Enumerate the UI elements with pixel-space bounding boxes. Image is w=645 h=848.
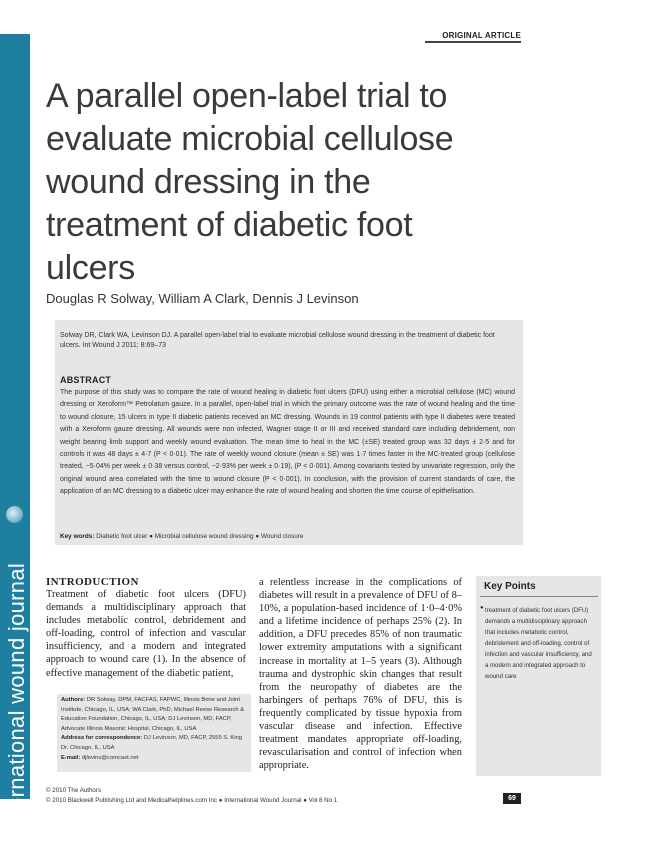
page-number: 69 <box>503 793 521 804</box>
authors-affiliations: DR Solway, DPM, FACFAS, FAPWC, Illinois Bone and Joint Institute, Chicago, IL, USA; WA Clark, PhD, Michael Reese Research & Education Foundation, Chicago, IL, USA; DJ Levinson, MD, FACP, Advocate Illinois Masonic Hospital, Chicago, IL, USA <box>61 697 245 732</box>
introduction-column-1: Treatment of diabetic foot ulcers (DFU) demands a multidisciplinary approach that includes metabolic control, debridement and off-loading, control of infection and vascular insufficiency, and a modern and integrated approach to wound care (1). In the absence of effective management of the diabetic patient, <box>46 589 246 679</box>
bullet-icon: ● <box>480 605 484 611</box>
keywords-label: Key words: <box>60 533 95 540</box>
key-points-rule <box>480 596 598 597</box>
article-type-label: ORIGINAL ARTICLE <box>442 31 521 40</box>
footer-copyright-authors: © 2010 The Authors <box>46 787 102 794</box>
introduction-column-2: a relentless increase in the complications of diabetes will result in a prevalence of DFU of 8–10%, a population-based incidence of 1·0–4·0% and a lifetime incidence of perhaps 25% (2). In addition, a DFU precedes 85% of non traumatic lower extremity amputations with a significant increase in mortality at 1–5 years (3). Although trauma and dystrophic skin changes that result from the neuropathy of diabetes are the harbingers of perhaps 76% of DFU, this is frequently complicated by tissue hypoxia from vascular disease and infection. Effective treatment mandates appropriate off-loading, revascularisation and control of infection when appropriate. <box>259 577 462 772</box>
author-info-box <box>57 694 251 772</box>
introduction-heading: INTRODUCTION <box>46 576 139 588</box>
journal-sidebar <box>0 34 30 834</box>
journal-name: international wound journal <box>4 562 29 834</box>
header-rule <box>425 41 521 43</box>
article-title: A parallel open-label trial to evaluate microbial cellulose wound dressing in the treatment of diabetic foot ulcers <box>46 77 454 287</box>
key-points-title: Key Points <box>484 581 536 592</box>
correspondence-label: Address for correspondence: <box>61 735 143 742</box>
footer-copyright-publisher: © 2010 Blackwell Publishing Ltd and Medicalhelplines.com Inc ● International Wound Journal ● Vol 8 No 1 <box>46 797 338 804</box>
author-list: Douglas R Solway, William A Clark, Dennis J Levinson <box>46 291 359 306</box>
keywords <box>60 533 515 540</box>
key-point-item: treatment of diabetic foot ulcers (DFU) demands a multidisciplinary approach that includes metabolic control, debridement and off-loading, control of infection and vascular insufficiency, and a modern and integrated approach to wound care <box>485 607 592 680</box>
email-address: djlevins@comcast.net <box>81 754 139 761</box>
globe-logo-icon <box>6 506 23 523</box>
keywords-text: Diabetic foot ulcer ● Microbial cellulose wound dressing ● Wound closure <box>96 533 304 540</box>
abstract-heading: ABSTRACT <box>60 375 112 385</box>
correspondence-address: DJ Levinson, MD, FACP, 2555 S. King Dr. Chicago, IL, USA <box>61 735 242 751</box>
citation-text: Solway DR, Clark WA, Levinson DJ. A parallel open-label trial to evaluate microbial cellulose wound dressing in the treatment of diabetic foot ulcers. Int Wound J 2011; 8:69–73 <box>60 332 495 349</box>
authors-label: Authors: <box>61 697 86 703</box>
email-label: E-mail: <box>61 754 81 761</box>
abstract-text: The purpose of this study was to compare the rate of wound healing in diabetic foot ulcers (DFU) using either a microbial cellulose (MC) wound dressing or Xeroform™ Petrolatum gauze. In a parallel, open-label trial in which the primary outcome was the rate of wound healing and the time to wound closure, 15 ulcers in type II diabetic patients received an MC dressing. Wounds in 19 control patients with type II diabetes were treated with a Xeroform gauze dressing. All wounds were non infected, Wagner stage II or III and received standard care including debridement, non weight bearing limb support and weekly wound evaluation. The mean time to heal in the MC (±SE) treated group was 32 days ± 2·5 and for controls it was 48 days ± 4·7 (P < 0·01). The rate of weekly wound closure (mean ± SE) was 1·7 times faster in the MC-treated group (cellulose treated, −5·04% per week ± 0·38 versus control, −2·93% per week ± 0·19), (P < 0·001). Among covariants tested by univariate regression, only the original wound area correlated with the time to wound closure (P < 0·001). In conclusion, with the provision of current standards of care, the application of an MC dressing to a diabetic ulcer may enhance the rate of wound healing and shorten the time course of epithelisation. <box>60 389 515 496</box>
